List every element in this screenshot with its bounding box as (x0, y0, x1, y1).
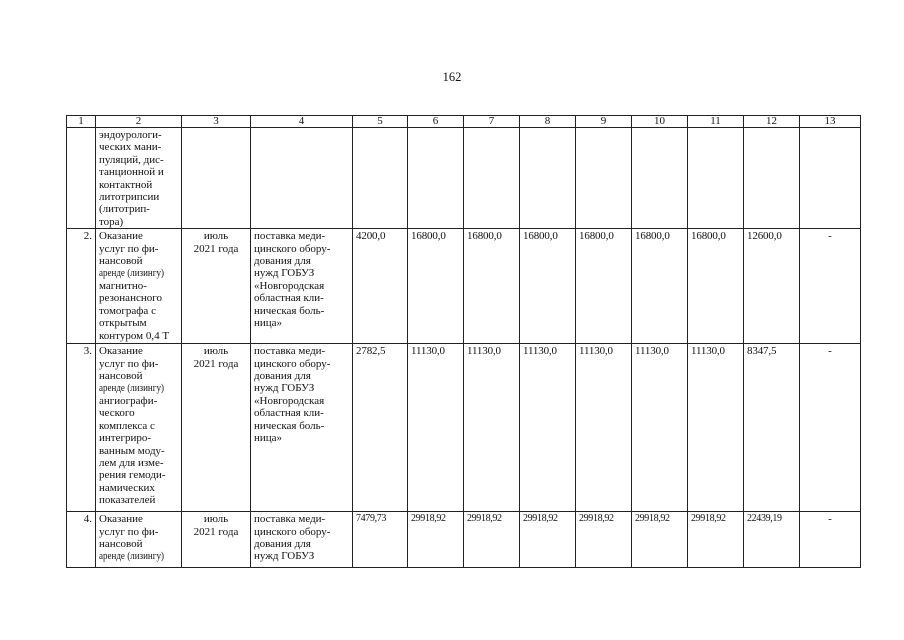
value-cell: 4200,0 (353, 229, 408, 344)
value-cell: 16800,0 (464, 229, 520, 344)
page-number: 162 (442, 70, 462, 84)
value-cell: 12600,0 (744, 229, 800, 344)
value-cell: 29918,92 (520, 512, 576, 568)
column-header: 1 (67, 116, 96, 128)
col13-cell: - (800, 229, 861, 344)
table-row (67, 344, 861, 512)
continued-service-name: эндоурологи- ческих мани- пуляций, дис- танционной и контактной литотрипсии (литотрип- тора) (96, 128, 182, 229)
value-cell: 2782,5 (353, 344, 408, 512)
row-number: 4. (67, 512, 96, 568)
row-number: 3. (67, 344, 96, 512)
table-row (67, 229, 861, 344)
value-cell: 29918,92 (576, 512, 632, 568)
column-header: 11 (688, 116, 744, 128)
column-header: 6 (408, 116, 464, 128)
service-name: Оказание услуг по фи- нансовой аренде (лизингу) (96, 512, 182, 568)
table-row (67, 512, 861, 568)
column-number-row (67, 116, 861, 128)
column-header: 12 (744, 116, 800, 128)
budget-table (66, 115, 861, 568)
purpose-cell: поставка меди- цинского обору- дования для нужд ГОБУЗ «Новгородская областная кли- ническая боль- ница» (251, 344, 353, 512)
value-cell: 7479,73 (353, 512, 408, 568)
column-header: 3 (182, 116, 251, 128)
value-cell: 11130,0 (576, 344, 632, 512)
value-cell: 16800,0 (520, 229, 576, 344)
column-header: 2 (96, 116, 182, 128)
purpose-cell: поставка меди- цинского обору- дования для нужд ГОБУЗ (251, 512, 353, 568)
value-cell: 16800,0 (408, 229, 464, 344)
period-cell: июль 2021 года (182, 512, 251, 568)
purpose-cell: поставка меди- цинского обору- дования для нужд ГОБУЗ «Новгородская областная кли- ническая боль- ница» (251, 229, 353, 344)
value-cell: 29918,92 (408, 512, 464, 568)
period-cell: июль 2021 года (182, 344, 251, 512)
value-cell: 11130,0 (688, 344, 744, 512)
column-header: 9 (576, 116, 632, 128)
continuation-row (67, 128, 861, 229)
row-number: 2. (67, 229, 96, 344)
value-cell: 22439,19 (744, 512, 800, 568)
col13-cell: - (800, 344, 861, 512)
value-cell: 16800,0 (576, 229, 632, 344)
value-cell: 11130,0 (408, 344, 464, 512)
col13-cell: - (800, 512, 861, 568)
column-header: 13 (800, 116, 861, 128)
period-cell: июль 2021 года (182, 229, 251, 344)
value-cell: 16800,0 (632, 229, 688, 344)
value-cell: 11130,0 (520, 344, 576, 512)
column-header: 7 (464, 116, 520, 128)
column-header: 4 (251, 116, 353, 128)
service-name: Оказание услуг по фи- нансовой аренде (лизингу) ангиографи- ческого комплекса с интегриро- ванным моду- лем для изме- рения гемоди- намических показателей (96, 344, 182, 512)
value-cell: 29918,92 (688, 512, 744, 568)
service-name: Оказание услуг по фи- нансовой аренде (лизингу) магнитно- резонансного томографа с открытым контуром 0,4 Т (96, 229, 182, 344)
value-cell: 11130,0 (632, 344, 688, 512)
column-header: 10 (632, 116, 688, 128)
value-cell: 16800,0 (688, 229, 744, 344)
column-header: 8 (520, 116, 576, 128)
value-cell: 29918,92 (464, 512, 520, 568)
value-cell: 29918,92 (632, 512, 688, 568)
column-header: 5 (353, 116, 408, 128)
value-cell: 8347,5 (744, 344, 800, 512)
value-cell: 11130,0 (464, 344, 520, 512)
